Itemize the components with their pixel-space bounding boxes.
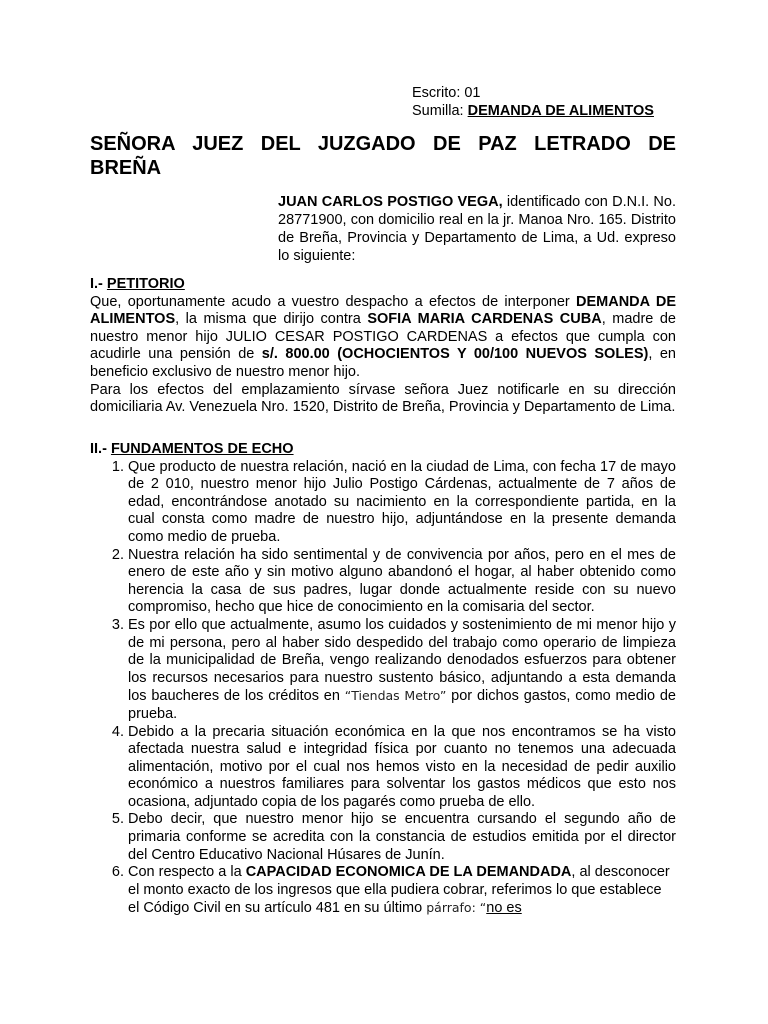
fundamentos-section [90,441,676,918]
quoted-law-start: no es [486,900,522,917]
petitorio-paragraph-1 [90,294,676,382]
sumilla-value: DEMANDA DE ALIMENTOS [467,103,654,119]
plaintiff-identification [278,193,676,265]
text-run: , madre de nuestro menor hijo JULIO CESAR POSTIGO CARDENAS a efectos que cumpla con acudirle una pensión de [90,311,676,363]
plaintiff-name: JUAN CARLOS POSTIGO VEGA, [278,194,503,210]
sumilla-label: Sumilla: [412,103,468,119]
petitorio-number: I.- [90,276,107,292]
list-item: 5. Debo decir, que nuestro menor hijo se encuentra cursando el segundo año de primaria conforme se acredita con la constancia de estudios emitida por el director del Centro Educativo Nacional Húsares de Junín. [128,811,676,864]
text-run: párrafo: “ [426,900,487,916]
sumilla-line [412,102,654,120]
economic-capacity-label: CAPACIDAD ECONOMICA DE LA DEMANDADA [245,864,572,881]
escrito-number: Escrito: 01 [412,85,481,101]
petitorio-section [90,276,676,417]
plaintiff-details: identificado con D.N.I. No. 28771900, con domicilio real en la jr. Manoa Nro. 165. Distrito de Breña, Provincia y Departamento de Lima, a Ud. expreso lo siguiente: [278,194,676,264]
text-run: por dichos gastos, como medio de prueba. [128,688,676,722]
list-item: 2. Nuestra relación ha sido sentimental y de convivencia por años, pero en el mes de enero de este año y sin motivo alguno abandonó el hogar, al haber obtenido como herencia la casa de sus padres, lugar donde actualmente reside con su nuevo compromiso, hecho que hice de conocimiento en la comisaria del sector. [128,547,676,617]
petitorio-paragraph-2: Para los efectos del emplazamiento sírvase señora Juez notificarle en su dirección domiciliaria Av. Venezuela Nro. 1520, Distrito de Breña, Provincia y Departamento de Lima. [90,381,676,416]
fundamentos-heading [90,441,676,459]
text-run: , en beneficio exclusivo de nuestro menor hijo. [90,346,676,380]
petitorio-heading [90,276,676,294]
claim-type: DEMANDA DE ALIMENTOS [90,293,676,328]
list-item [128,864,676,918]
text-run: , la misma que dirijo contra [175,311,368,328]
petitorio-title: PETITORIO [106,276,185,292]
list-item: 1. Que producto de nuestra relación, nació en la ciudad de Lima, con fecha 17 de mayo de 2 010, nuestro menor hijo Julio Postigo Cárdenas, actualmente de 7 años de edad, encontrándose anotado su nacimiento en la correspondiente partida, en la cual consta como madre de nuestro hijo, adjuntándose en la presente demanda como medio de prueba. [128,459,676,547]
store-name: “Tiendas Metro” [344,688,447,704]
fundamentos-number: II.- [90,441,111,457]
text-run: Con respecto a la [128,864,246,881]
list-item [128,617,676,724]
document-header [412,84,654,120]
list-item: 4. Debido a la precaria situación económica en la que nos encontramos se ha visto afectada nuestra salud e integridad física por cuanto no tenemos una adecuada alimentación, motivo por el cual nos hemos visto en la necesidad de pedir auxilio económico a nuestros familiares para solventar los gastos médicos que esto nos ocasiona, adjuntado copia de los pagarés como prueba de ello. [128,724,676,812]
pension-amount: s/. 800.00 (OCHOCIENTOS Y 00/100 NUEVOS SOLES) [261,346,649,363]
text-run: , al desconocer el monto exacto de los ingresos que ella pudiera cobrar, referimos lo que establece el Código Civil en su artículo 481 en su último [128,864,670,917]
fundamentos-title: FUNDAMENTOS DE ECHO [110,441,294,457]
court-addressee-title: SEÑORA JUEZ DEL JUZGADO DE PAZ LETRADO DE BREÑA [90,133,676,179]
text-run: Es por ello que actualmente, asumo los cuidados y sostenimiento de mi menor hijo y de mi persona, pero al haber sido despedido del trabajo como operario de limpieza de la municipalidad de Breña, vengo realizando denodados esfuerzos para obtener los recursos necesarios para nuestro sustento básico, adjuntando a esta demanda los baucheres de los créditos en [128,616,676,705]
defendant-name: SOFIA MARIA CARDENAS CUBA [367,311,602,328]
fundamentos-list [90,459,676,918]
text-run: Que, oportunamente acudo a vuestro despacho a efectos de interponer [90,293,576,310]
